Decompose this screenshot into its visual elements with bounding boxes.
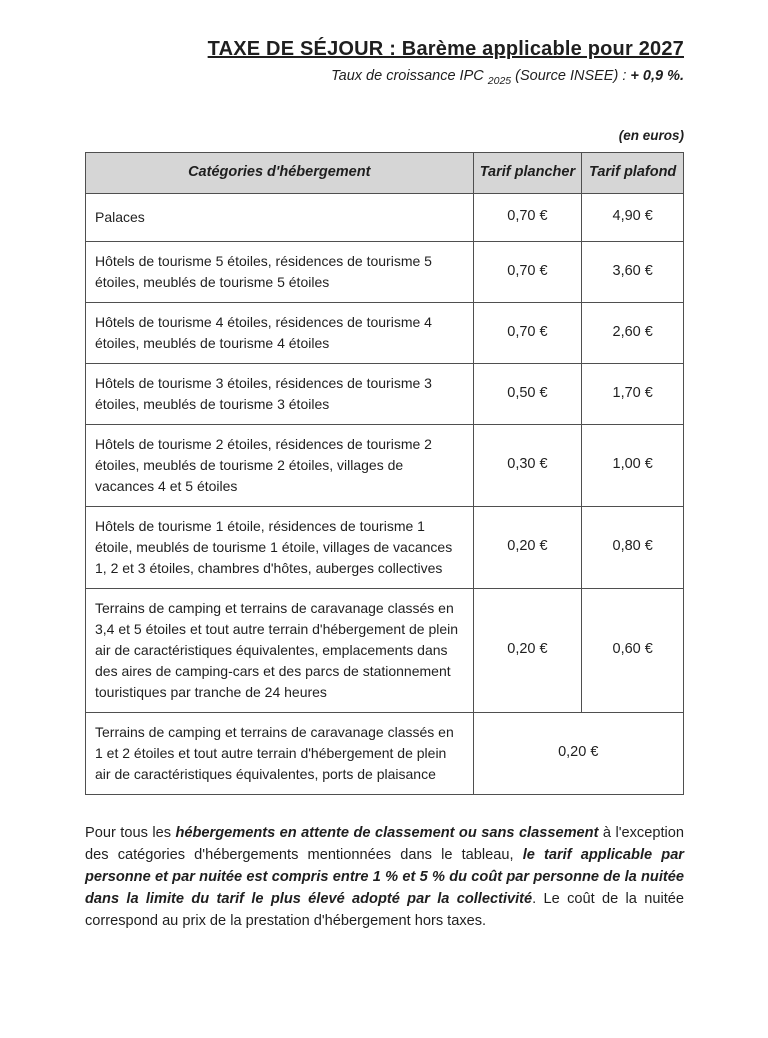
ceiling-cell: 1,70 € (582, 363, 684, 424)
ceiling-cell: 0,80 € (582, 506, 684, 588)
table-header (86, 152, 684, 193)
page-title (85, 38, 684, 61)
footnote-bold2: le tarif applicable par personne et par nuitée est compris entre 1 % et 5 % du coût par personne de la nuitée dans la limite du tarif le plus élevé adopté par la collectivité (85, 846, 684, 907)
footnote-part3: . Le coût de la nuitée correspond au prix de la prestation d'hébergement hors taxes. (85, 890, 684, 929)
table-row (86, 588, 684, 712)
subtitle-prefix: Taux de croissance IPC (331, 68, 488, 84)
category-cell: Terrains de camping et terrains de caravanage classés en 1 et 2 étoiles et tout autre terrain d'hébergement de plein air de caractéristiques équivalentes, ports de plaisance (86, 712, 474, 794)
table-row (86, 363, 684, 424)
table-row (86, 241, 684, 302)
subtitle-growth-rate: + 0,9 %. (630, 68, 684, 84)
subtitle (85, 68, 684, 87)
floor-cell: 0,70 € (473, 241, 582, 302)
ceiling-cell: 1,00 € (582, 424, 684, 506)
table-body (86, 193, 684, 794)
page-title-text: TAXE DE SÉJOUR : Barème applicable pour 2027 (207, 38, 684, 60)
tariff-table (85, 152, 684, 795)
category-cell: Palaces (86, 193, 474, 241)
floor-cell: 0,50 € (473, 363, 582, 424)
subtitle-subscript-year: 2025 (487, 74, 512, 87)
ceiling-cell: 2,60 € (582, 302, 684, 363)
table-row (86, 302, 684, 363)
header-ceiling-rate: Tarif plafond (582, 152, 684, 193)
table-row (86, 424, 684, 506)
merged-rate-cell: 0,20 € (473, 712, 684, 794)
category-cell: Hôtels de tourisme 4 étoiles, résidences de tourisme 4 étoiles, meublés de tourisme 4 étoiles (86, 302, 474, 363)
ceiling-cell: 4,90 € (582, 193, 684, 241)
floor-cell: 0,70 € (473, 193, 582, 241)
footnote-bold1: hébergements en attente de classement ou sans classement (175, 824, 599, 841)
table-row (86, 193, 684, 241)
subtitle-mid: (Source INSEE) : (511, 68, 631, 84)
header-floor-rate: Tarif plancher (473, 152, 582, 193)
header-row (86, 152, 684, 193)
floor-cell: 0,20 € (473, 588, 582, 712)
header-category: Catégories d'hébergement (86, 152, 474, 193)
category-cell: Hôtels de tourisme 5 étoiles, résidences de tourisme 5 étoiles, meublés de tourisme 5 étoiles (86, 241, 474, 302)
table-row (86, 712, 684, 794)
category-cell: Hôtels de tourisme 1 étoile, résidences de tourisme 1 étoile, meublés de tourisme 1 étoile, villages de vacances 1, 2 et 3 étoiles, chambres d'hôtes, auberges collectives (86, 506, 474, 588)
category-cell: Terrains de camping et terrains de caravanage classés en 3,4 et 5 étoiles et tout autre terrain d'hébergement de plein air de caractéristiques équivalentes, emplacements dans des aires de camping-cars et des parcs de stationnement touristiques par tranche de 24 heures (86, 588, 474, 712)
ceiling-cell: 0,60 € (582, 588, 684, 712)
currency-note: (en euros) (618, 127, 684, 143)
ceiling-cell: 3,60 € (582, 241, 684, 302)
footnote-paragraph (85, 822, 684, 932)
category-cell: Hôtels de tourisme 2 étoiles, résidences de tourisme 2 étoiles, meublés de tourisme 2 étoiles, villages de vacances 4 et 5 étoiles (86, 424, 474, 506)
floor-cell: 0,70 € (473, 302, 582, 363)
floor-cell: 0,30 € (473, 424, 582, 506)
floor-cell: 0,20 € (473, 506, 582, 588)
footnote-part1: Pour tous les (85, 824, 176, 841)
category-cell: Hôtels de tourisme 3 étoiles, résidences de tourisme 3 étoiles, meublés de tourisme 3 étoiles (86, 363, 474, 424)
footnote-part2: à l'exception des catégories d'hébergements mentionnées dans le tableau, (85, 824, 684, 863)
table-row (86, 506, 684, 588)
